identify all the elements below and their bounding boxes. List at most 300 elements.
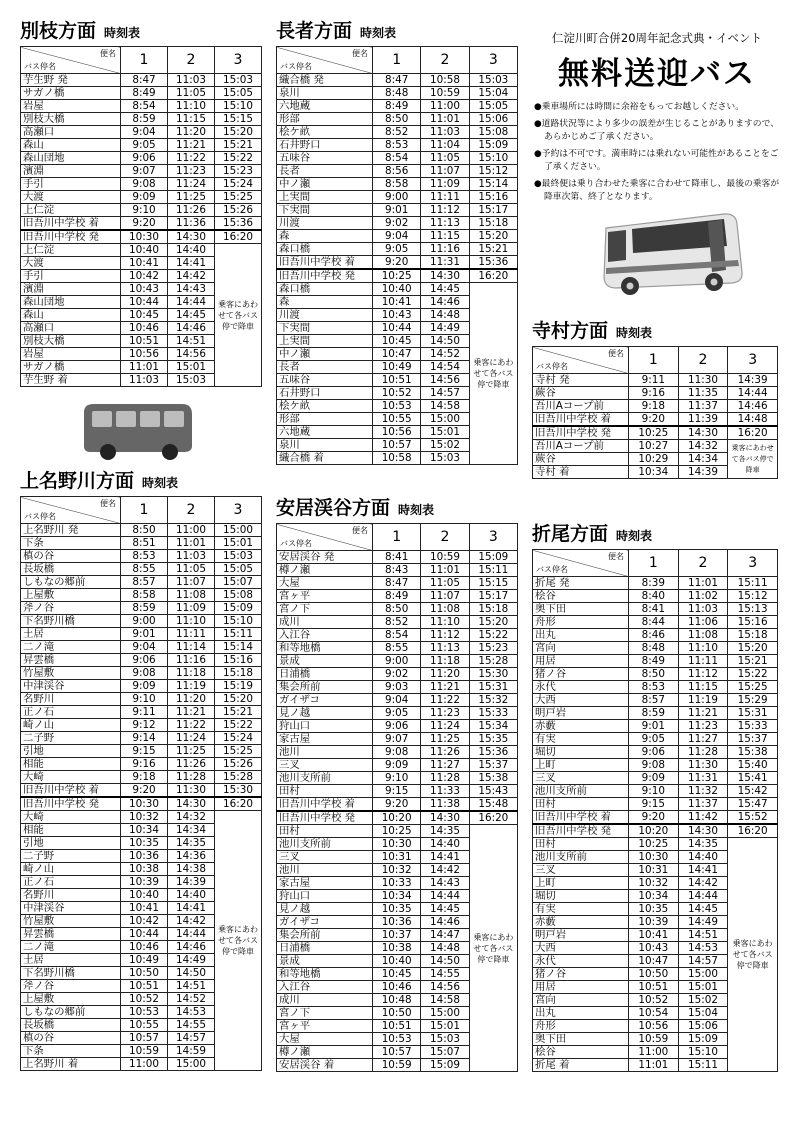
departure-time: 15:38 bbox=[728, 746, 778, 759]
departure-time: 15:16 bbox=[215, 654, 262, 667]
stop-row bbox=[277, 681, 518, 694]
departure-time: 16:20 bbox=[469, 269, 517, 283]
departure-time: 10:25 bbox=[373, 269, 421, 283]
departure-time: 15:18 bbox=[215, 667, 262, 680]
stop-name: 大渡 bbox=[21, 191, 121, 204]
departure-time: 11:13 bbox=[421, 217, 469, 230]
departure-time: 9:20 bbox=[121, 784, 168, 798]
departure-time: 10:54 bbox=[629, 1007, 679, 1020]
departure-time: 15:10 bbox=[678, 1046, 728, 1059]
notice: ●最終便は乗り合わせた乗客に合わせて降車し、最後の乗客が降車次第、終了となります。 bbox=[534, 179, 780, 202]
stop-row bbox=[277, 590, 518, 603]
departure-time: 8:53 bbox=[629, 681, 679, 694]
stop-row bbox=[533, 400, 778, 413]
departure-time: 10:51 bbox=[121, 335, 168, 348]
departure-time: 16:20 bbox=[728, 426, 778, 440]
stop-name: 安居渓谷 着 bbox=[277, 1059, 373, 1072]
stop-name: 有実 bbox=[533, 733, 629, 746]
departure-time: 14:46 bbox=[168, 322, 215, 335]
stop-row bbox=[533, 772, 778, 785]
drop-off-note: 乗客にあわせて各バス停で降車 bbox=[215, 811, 262, 1071]
stop-name: 出丸 bbox=[533, 1007, 629, 1020]
departure-time: 15:20 bbox=[215, 693, 262, 706]
departure-time: 15:11 bbox=[469, 564, 517, 577]
departure-time: 9:06 bbox=[121, 654, 168, 667]
departure-time: 14:51 bbox=[168, 980, 215, 993]
departure-time: 15:38 bbox=[469, 772, 517, 785]
departure-time: 14:45 bbox=[421, 903, 469, 916]
departure-time: 8:47 bbox=[373, 74, 421, 87]
stop-name: 宮向 bbox=[533, 994, 629, 1007]
trip-label: 便名 bbox=[608, 552, 624, 561]
stop-row bbox=[277, 629, 518, 642]
departure-time: 11:28 bbox=[421, 772, 469, 785]
departure-time: 10:30 bbox=[121, 797, 168, 811]
stop-row bbox=[21, 745, 262, 758]
stop-name: 堀切 bbox=[533, 890, 629, 903]
departure-time: 11:32 bbox=[678, 785, 728, 798]
stop-name: 有実 bbox=[533, 903, 629, 916]
departure-time: 10:34 bbox=[629, 890, 679, 903]
departure-time: 15:21 bbox=[728, 655, 778, 668]
departure-time: 10:43 bbox=[121, 283, 168, 296]
stop-name: 森山団地 bbox=[21, 296, 121, 309]
header-row bbox=[533, 347, 778, 374]
departure-time: 10:30 bbox=[121, 230, 168, 244]
departure-time: 9:20 bbox=[373, 798, 421, 812]
timetable-label: 時刻表 bbox=[616, 529, 653, 543]
departure-time: 10:52 bbox=[121, 993, 168, 1006]
route-title bbox=[532, 316, 778, 346]
stop-row bbox=[277, 100, 518, 113]
stop-name: 石井野口 bbox=[277, 139, 373, 152]
stop-name: 上実間 bbox=[277, 335, 373, 348]
departure-time: 15:10 bbox=[215, 615, 262, 628]
stop-row bbox=[21, 113, 262, 126]
stop-row bbox=[21, 204, 262, 217]
stop-name: 折尾 着 bbox=[533, 1059, 629, 1072]
stop-row bbox=[21, 524, 262, 537]
stop-name: 六地蔵 bbox=[277, 100, 373, 113]
departure-time: 11:16 bbox=[421, 243, 469, 256]
stop-name: 相能 bbox=[21, 824, 121, 837]
departure-time: 11:09 bbox=[168, 602, 215, 615]
departure-time: 11:07 bbox=[421, 165, 469, 178]
stop-row bbox=[21, 217, 262, 231]
stop-row bbox=[21, 126, 262, 139]
departure-time: 14:32 bbox=[678, 440, 728, 453]
departure-time: 10:51 bbox=[373, 1020, 421, 1033]
bus-illustration-small bbox=[78, 398, 198, 462]
stop-row bbox=[533, 694, 778, 707]
departure-time: 15:36 bbox=[215, 217, 262, 231]
stop-name: ガイザコ bbox=[277, 694, 373, 707]
departure-time: 11:01 bbox=[421, 564, 469, 577]
departure-time: 9:15 bbox=[629, 798, 679, 811]
departure-time: 11:00 bbox=[168, 524, 215, 537]
stop-name: 三叉 bbox=[277, 759, 373, 772]
route-block-kaminanogawa bbox=[20, 466, 262, 1071]
departure-time: 11:11 bbox=[421, 191, 469, 204]
stop-name: 別枝大橋 bbox=[21, 335, 121, 348]
departure-time: 11:26 bbox=[168, 758, 215, 771]
departure-time: 14:30 bbox=[168, 797, 215, 811]
stop-row bbox=[21, 758, 262, 771]
stop-name: 槙の谷 bbox=[21, 1032, 121, 1045]
departure-time: 9:18 bbox=[121, 771, 168, 784]
departure-time: 9:11 bbox=[629, 374, 679, 387]
departure-time: 14:52 bbox=[168, 993, 215, 1006]
departure-time: 10:40 bbox=[121, 889, 168, 902]
departure-time: 10:46 bbox=[121, 941, 168, 954]
stop-name: 下名野川橋 bbox=[21, 615, 121, 628]
header-corner bbox=[21, 47, 121, 74]
timetable-label: 時刻表 bbox=[616, 326, 653, 340]
departure-time: 14:58 bbox=[421, 994, 469, 1007]
stop-name: 泉川 bbox=[277, 87, 373, 100]
departure-time: 14:57 bbox=[168, 1032, 215, 1045]
trip-label: 便名 bbox=[352, 49, 368, 58]
departure-time: 9:00 bbox=[373, 655, 421, 668]
departure-time: 15:14 bbox=[215, 641, 262, 654]
departure-time: 9:07 bbox=[121, 165, 168, 178]
stop-row bbox=[277, 733, 518, 746]
departure-time: 10:41 bbox=[373, 296, 421, 309]
stop-name: 昇雲橋 bbox=[21, 928, 121, 941]
departure-time: 11:26 bbox=[421, 746, 469, 759]
departure-time: 11:02 bbox=[678, 590, 728, 603]
stop-name: 和等地橋 bbox=[277, 968, 373, 981]
departure-time: 10:35 bbox=[373, 903, 421, 916]
route-name: 寺村方面 bbox=[532, 320, 609, 342]
stop-name: 旧吾川中学校 着 bbox=[277, 798, 373, 812]
departure-time: 15:04 bbox=[678, 1007, 728, 1020]
stop-name: 五味谷 bbox=[277, 152, 373, 165]
departure-time: 15:06 bbox=[678, 1020, 728, 1033]
departure-time: 10:42 bbox=[121, 915, 168, 928]
departure-time: 14:47 bbox=[421, 929, 469, 942]
stop-row bbox=[21, 667, 262, 680]
route-name: 長者方面 bbox=[276, 20, 353, 42]
stop-name: 川渡 bbox=[277, 309, 373, 322]
stop-name: しもなの郷前 bbox=[21, 1006, 121, 1019]
departure-time: 11:19 bbox=[678, 694, 728, 707]
departure-time: 8:50 bbox=[629, 668, 679, 681]
departure-time: 9:06 bbox=[629, 746, 679, 759]
departure-time: 8:44 bbox=[629, 616, 679, 629]
stop-row bbox=[533, 629, 778, 642]
stop-name: 森口橋 bbox=[277, 283, 373, 296]
departure-time: 11:19 bbox=[168, 680, 215, 693]
stop-row bbox=[533, 838, 778, 851]
stop-row bbox=[533, 785, 778, 798]
stop-row bbox=[21, 74, 262, 87]
departure-time: 10:52 bbox=[629, 994, 679, 1007]
departure-time: 10:44 bbox=[373, 322, 421, 335]
departure-time: 11:30 bbox=[168, 784, 215, 798]
timetable bbox=[276, 46, 518, 465]
departure-time: 9:05 bbox=[373, 243, 421, 256]
stop-row bbox=[277, 256, 518, 270]
stop-name: 永代 bbox=[533, 955, 629, 968]
header-row bbox=[21, 47, 262, 74]
stop-label: バス停名 bbox=[280, 539, 312, 548]
departure-time: 9:12 bbox=[121, 719, 168, 732]
route-name: 別枝方面 bbox=[20, 20, 97, 42]
departure-time: 14:56 bbox=[168, 348, 215, 361]
departure-time: 9:04 bbox=[373, 230, 421, 243]
header-row bbox=[277, 524, 518, 551]
departure-time: 15:08 bbox=[215, 589, 262, 602]
departure-time: 15:23 bbox=[469, 642, 517, 655]
stop-name: 芋生野 着 bbox=[21, 374, 121, 387]
stop-name: サガノ橋 bbox=[21, 87, 121, 100]
departure-time: 15:03 bbox=[168, 374, 215, 387]
departure-time: 10:59 bbox=[421, 87, 469, 100]
bus-windshield bbox=[608, 230, 626, 262]
departure-time: 10:38 bbox=[121, 863, 168, 876]
departure-time: 11:23 bbox=[168, 165, 215, 178]
departure-time: 9:01 bbox=[121, 628, 168, 641]
departure-time: 8:55 bbox=[121, 563, 168, 576]
departure-time: 15:21 bbox=[215, 139, 262, 152]
route-title bbox=[276, 16, 518, 46]
bus-wheel-rear bbox=[162, 444, 178, 460]
departure-time: 11:18 bbox=[168, 667, 215, 680]
departure-time: 15:48 bbox=[469, 798, 517, 812]
trip-label: 便名 bbox=[608, 349, 624, 358]
stop-name: 入江谷 bbox=[277, 981, 373, 994]
departure-time: 11:22 bbox=[168, 152, 215, 165]
stop-row bbox=[21, 641, 262, 654]
departure-time: 10:27 bbox=[629, 440, 679, 453]
stop-name: 二子野 bbox=[21, 732, 121, 745]
departure-time: 11:15 bbox=[678, 681, 728, 694]
stop-name: 昇雲橋 bbox=[21, 654, 121, 667]
stop-name: 石井野口 bbox=[277, 387, 373, 400]
departure-time: 8:41 bbox=[629, 603, 679, 616]
stop-name: 斧ノ谷 bbox=[21, 980, 121, 993]
stop-name: 岩屋 bbox=[21, 348, 121, 361]
departure-time: 9:09 bbox=[121, 680, 168, 693]
departure-time: 9:05 bbox=[629, 733, 679, 746]
departure-time: 9:08 bbox=[121, 178, 168, 191]
departure-time: 10:49 bbox=[373, 361, 421, 374]
trip-number: 3 bbox=[215, 47, 262, 74]
stop-name: 家古屋 bbox=[277, 733, 373, 746]
departure-time: 10:50 bbox=[121, 967, 168, 980]
stop-name: 旧吾川中学校 発 bbox=[277, 269, 373, 283]
stop-name: 手引 bbox=[21, 270, 121, 283]
departure-time: 15:14 bbox=[469, 178, 517, 191]
departure-time: 8:59 bbox=[121, 113, 168, 126]
departure-time: 10:46 bbox=[121, 322, 168, 335]
departure-time: 14:35 bbox=[421, 825, 469, 838]
departure-time: 8:58 bbox=[121, 589, 168, 602]
departure-time: 10:44 bbox=[121, 928, 168, 941]
stop-row bbox=[21, 693, 262, 706]
stop-name: 中津渓谷 bbox=[21, 902, 121, 915]
stop-name: 吾川Aコープ前 bbox=[533, 440, 629, 453]
stop-name: 上仁淀 bbox=[21, 244, 121, 257]
departure-time: 15:20 bbox=[728, 642, 778, 655]
departure-time: 14:44 bbox=[678, 890, 728, 903]
departure-time: 14:40 bbox=[168, 889, 215, 902]
timetable-grid bbox=[276, 46, 518, 465]
departure-time: 11:04 bbox=[421, 139, 469, 152]
stop-row bbox=[277, 785, 518, 798]
departure-time: 11:03 bbox=[121, 374, 168, 387]
departure-time: 16:20 bbox=[469, 811, 517, 825]
departure-time: 10:31 bbox=[373, 851, 421, 864]
trip-number: 1 bbox=[629, 550, 679, 577]
stop-name: 泉川 bbox=[277, 439, 373, 452]
departure-time: 10:35 bbox=[121, 837, 168, 850]
departure-time: 9:20 bbox=[373, 256, 421, 270]
stop-name: 崎ノ山 bbox=[21, 863, 121, 876]
departure-time: 15:11 bbox=[728, 577, 778, 590]
departure-time: 8:49 bbox=[121, 87, 168, 100]
departure-time: 9:08 bbox=[629, 759, 679, 772]
trip-number: 1 bbox=[121, 47, 168, 74]
departure-time: 9:04 bbox=[373, 694, 421, 707]
departure-time: 10:36 bbox=[121, 850, 168, 863]
departure-time: 9:09 bbox=[373, 759, 421, 772]
departure-time: 14:48 bbox=[728, 413, 778, 427]
departure-time: 11:01 bbox=[421, 113, 469, 126]
trip-number: 3 bbox=[728, 550, 778, 577]
departure-time: 15:20 bbox=[469, 230, 517, 243]
stop-row bbox=[21, 719, 262, 732]
departure-time: 8:52 bbox=[373, 126, 421, 139]
route-title bbox=[20, 466, 262, 496]
departure-time: 15:21 bbox=[469, 243, 517, 256]
route-block-betsuedo bbox=[20, 16, 262, 387]
timetable-grid bbox=[20, 46, 262, 387]
stop-name: 上実間 bbox=[277, 191, 373, 204]
stop-name: 堀切 bbox=[533, 746, 629, 759]
departure-time: 15:22 bbox=[728, 668, 778, 681]
departure-time: 15:28 bbox=[215, 771, 262, 784]
departure-time: 9:10 bbox=[121, 693, 168, 706]
departure-time: 10:41 bbox=[121, 257, 168, 270]
stop-row bbox=[21, 771, 262, 784]
departure-time: 11:25 bbox=[168, 191, 215, 204]
departure-time: 10:32 bbox=[373, 864, 421, 877]
stop-name: 成川 bbox=[277, 616, 373, 629]
departure-time: 8:54 bbox=[373, 152, 421, 165]
departure-time: 15:37 bbox=[728, 733, 778, 746]
stop-name: 成川 bbox=[277, 994, 373, 1007]
stop-name: ガイザコ bbox=[277, 916, 373, 929]
departure-time: 9:03 bbox=[373, 681, 421, 694]
departure-time: 14:30 bbox=[421, 811, 469, 825]
departure-time: 11:00 bbox=[629, 1046, 679, 1059]
stop-name: 見ノ越 bbox=[277, 903, 373, 916]
stop-row bbox=[533, 577, 778, 590]
stop-name: 田村 bbox=[277, 825, 373, 838]
departure-time: 15:30 bbox=[215, 784, 262, 798]
departure-time: 10:25 bbox=[373, 825, 421, 838]
departure-time: 15:07 bbox=[215, 576, 262, 589]
departure-time: 11:07 bbox=[168, 576, 215, 589]
departure-time: 8:47 bbox=[121, 74, 168, 87]
departure-time: 11:42 bbox=[678, 811, 728, 825]
stop-name: 芋生野 発 bbox=[21, 74, 121, 87]
trip-number: 1 bbox=[373, 47, 421, 74]
stop-name: 赤藪 bbox=[533, 916, 629, 929]
stop-name: 旧吾川中学校 着 bbox=[21, 784, 121, 798]
stop-row bbox=[21, 732, 262, 745]
departure-time: 15:09 bbox=[469, 551, 517, 564]
departure-time: 9:16 bbox=[121, 758, 168, 771]
departure-time: 15:40 bbox=[728, 759, 778, 772]
departure-time: 11:24 bbox=[421, 720, 469, 733]
departure-time: 11:21 bbox=[168, 139, 215, 152]
stop-name: 上町 bbox=[533, 759, 629, 772]
departure-time: 15:41 bbox=[728, 772, 778, 785]
departure-time: 15:35 bbox=[469, 733, 517, 746]
stop-name: 舟形 bbox=[533, 616, 629, 629]
stop-name: 上屋敷 bbox=[21, 589, 121, 602]
departure-time: 10:31 bbox=[629, 864, 679, 877]
departure-time: 11:37 bbox=[678, 798, 728, 811]
departure-time: 14:48 bbox=[421, 942, 469, 955]
stop-name: 六地蔵 bbox=[277, 426, 373, 439]
timetable-label: 時刻表 bbox=[398, 503, 435, 517]
stop-row bbox=[277, 759, 518, 772]
departure-time: 14:41 bbox=[168, 257, 215, 270]
departure-time: 15:01 bbox=[421, 1020, 469, 1033]
stop-row bbox=[277, 642, 518, 655]
departure-time: 9:00 bbox=[373, 191, 421, 204]
departure-time: 10:34 bbox=[121, 824, 168, 837]
departure-time: 9:15 bbox=[373, 785, 421, 798]
stop-row bbox=[21, 191, 262, 204]
departure-time: 14:51 bbox=[168, 335, 215, 348]
stop-name: 大崎 bbox=[21, 771, 121, 784]
departure-time: 15:08 bbox=[469, 126, 517, 139]
departure-time: 8:54 bbox=[121, 100, 168, 113]
stop-name: 二子野 bbox=[21, 850, 121, 863]
departure-time: 15:30 bbox=[469, 668, 517, 681]
departure-time: 14:42 bbox=[168, 270, 215, 283]
timetable-grid bbox=[532, 549, 778, 1072]
departure-time: 11:10 bbox=[421, 616, 469, 629]
stop-name: 高瀬口 bbox=[21, 322, 121, 335]
trip-number: 2 bbox=[678, 347, 728, 374]
stop-name: 用居 bbox=[533, 981, 629, 994]
stop-row bbox=[533, 720, 778, 733]
departure-time: 11:05 bbox=[168, 87, 215, 100]
departure-time: 15:11 bbox=[215, 628, 262, 641]
stop-row bbox=[21, 178, 262, 191]
departure-time: 10:30 bbox=[373, 838, 421, 851]
departure-time: 11:31 bbox=[421, 256, 469, 270]
departure-time: 14:53 bbox=[168, 1006, 215, 1019]
departure-time: 15:10 bbox=[469, 152, 517, 165]
stop-name: 下条 bbox=[21, 537, 121, 550]
departure-time: 14:50 bbox=[421, 955, 469, 968]
stop-name: 土居 bbox=[21, 954, 121, 967]
stop-name: 集会所前 bbox=[277, 929, 373, 942]
departure-time: 15:01 bbox=[421, 426, 469, 439]
departure-time: 15:36 bbox=[469, 256, 517, 270]
stop-row bbox=[533, 824, 778, 838]
stop-name: 出丸 bbox=[533, 629, 629, 642]
stop-row bbox=[533, 798, 778, 811]
stop-name: 日浦橋 bbox=[277, 942, 373, 955]
